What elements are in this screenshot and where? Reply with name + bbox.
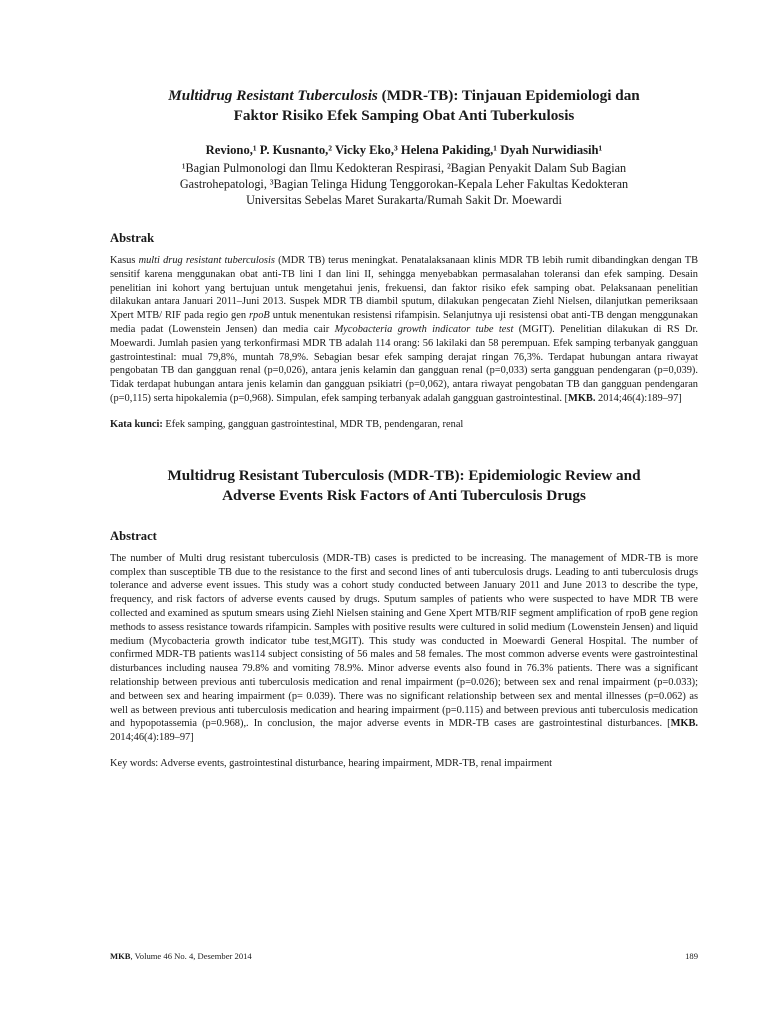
- footer-journal-bold: MKB: [110, 951, 131, 961]
- abstrak-heading: Abstrak: [110, 231, 155, 245]
- footer-journal: [110, 951, 252, 961]
- abstrak-text-1: Kasus: [110, 255, 139, 266]
- abstrak-text-3: untuk menentukan resistensi rifampisin. Selanjutnya uji resistensi obat anti-TB dengan menggunakan media padat (Lowenstein Jensen) dan media cair: [110, 310, 698, 335]
- affiliation-line-2: Gastrohepatologi, ³Bagian Telinga Hidung Tenggorokan-Kepala Leher Fakultas Kedokteran: [179, 177, 629, 191]
- key-words: Key words: Adverse events, gastrointestinal disturbance, hearing impairment, MDR-TB, renal impairment: [110, 757, 553, 769]
- abstract-heading: Abstract: [110, 528, 157, 543]
- affiliation-line-1: ¹Bagian Pulmonologi dan Ilmu Kedokteran Respirasi, ²Bagian Penyakit Dalam Sub Bagian: [181, 161, 627, 175]
- title-en-line2: Adverse Events Risk Factors of Anti Tuberculosis Drugs: [222, 486, 586, 504]
- title-en-line1: Multidrug Resistant Tuberculosis (MDR-TB): Epidemiologic Review and: [167, 466, 641, 484]
- author-list: Reviono,¹ P. Kusnanto,² Vicky Eko,³ Helena Pakiding,¹ Dyah Nurwidiasih¹: [205, 143, 603, 157]
- kata-kunci: [110, 418, 698, 432]
- abstrak-text-2: (MDR TB) terus meningkat. Penatalaksanaan klinis MDR TB lebih rumit dibandingkan dengan TB sensitif karena menggunakan obat anti-TB lini I dan lini II, sehingga menyebabkan permasalahan toleransi dan efek samping. Desain penelitian ini kohort yang bertujuan untuk mengetahui jenis, frekuensi, dan faktor risiko efek samping obat. Pelaksanaan penelitian dilakukan antara Januari 2011–Juni 2013. Suspek MDR TB diambil sputum, dilakukan pengecatan Ziehl Nielsen, dilanjutkan pemeriksaan Xpert MTB/ RIF pada regio gen: [110, 255, 698, 322]
- title-english: [110, 466, 698, 506]
- abstract-body: [110, 552, 698, 745]
- abstrak-citation-rest: 2014;46(4):189–97]: [595, 392, 682, 404]
- abstract-citation-rest: 2014;46(4):189–97]: [110, 732, 194, 744]
- abstrak-italic-1: multi drug resistant tuberculosis: [138, 255, 275, 266]
- affiliations: [110, 160, 698, 208]
- abstrak-italic-3: Mycobacteria growth indicator tube test: [334, 323, 514, 335]
- title-indonesian: [110, 86, 698, 126]
- paper-page: [110, 86, 698, 771]
- abstract-citation-bold: MKB.: [670, 718, 698, 730]
- page-number: 189: [685, 951, 698, 961]
- title-id-rest: (MDR-TB): Tinjauan Epidemiologi dan: [377, 87, 640, 104]
- kata-kunci-label: Kata kunci:: [110, 418, 163, 430]
- title-id-italic: Multidrug Resistant Tuberculosis: [168, 87, 378, 104]
- footer-journal-rest: , Volume 46 No. 4, Desember 2014: [130, 951, 252, 961]
- kata-kunci-text: Efek samping, gangguan gastrointestinal, MDR TB, pendengaran, renal: [162, 418, 464, 430]
- page-footer: [110, 951, 698, 961]
- abstract-text: The number of Multi drug resistant tuberculosis (MDR-TB) cases is predicted to be increasing. The management of MDR-TB is more complex than susceptible TB due to the resistance to the first and second lines of anti tuberculosis drugs. Leading to anti tuberculosis drugs tolerance and adverse event issues. This study was a cohort study conducted between January 2011 and June 2013 to describe the type, frequency, and risk factors of adverse events caused by drugs. Sputum samples of patients who were suspected to have MDR TB were collected and examined as sputum smears using Ziehl Nielsen staining and Gene Xpert MTB/RIF segment amplification of rpoB gene region methods to assess resistance towards rifampicin. Samples with positive results were cultured in solid medium (Lowenstein Jensen) and liquid medium (Mycobacteria growth indicator tube test,MGIT). This study was conducted in Moewardi General Hospital. The number of confirmed MDR-TB patients was114 subject consisting of 56 males and 58 females. The most common adverse events were gastrointestinal disturbances including nausea 79.8% and vomiting 78.9%. Minor adverse events also found in 76.3% patients. There was a significant relationship between previous anti tuberculosis medication and renal impairment (p=0.026); between sex and renal impairment (p=0.033); and between sex and hearing impairment (p= 0.039). There was no significant relationship between sex and mental illnesses (p=0.062) as well as between previous anti tuberculosis medication and hearing impairment (p=0.115) and between previous anti tuberculosis medication and hypopotassemia (p=0.968),. In conclusion, the major adverse events in MDR-TB cases are gastrointestinal disturbances. [: [110, 552, 698, 730]
- abstrak-text-4: (MGIT). Penelitian dilakukan di RS Dr. Moewardi. Jumlah pasien yang terkonfirmasi MDR TB adalah 114 orang: 56 lakilaki dan 58 perempuan. Efek samping terbanyak gangguan gastrointestinal: mual 79,8%, muntah 78,9%. Sebagian besar efek samping derajat ringan 76,3%. Terdapat hubungan antara riwayat pengobatan TB dan gangguan renal (p=0,026), antara jenis kelamin dan gangguan renal (p=0,033) serta gangguan pendengaran (p=0,039). Tidak terdapat hubungan antara jenis kelamin dan gangguan psikiatri (p=0,062), antara riwayat pengobatan TB dan gangguan pendengaran (p=0,115) serta hipokalemia (p=0,968). Simpulan, efek samping terbanyak adalah gangguan gastrointestinal. [: [110, 323, 698, 404]
- title-id-line2: Faktor Risiko Efek Samping Obat Anti Tuberkulosis: [233, 107, 575, 124]
- abstrak-body: [110, 254, 698, 406]
- abstrak-citation-bold: MKB.: [568, 392, 596, 404]
- affiliation-line-3: Universitas Sebelas Maret Surakarta/Rumah Sakit Dr. Moewardi: [246, 193, 562, 207]
- abstrak-italic-2: rpoB: [248, 310, 270, 322]
